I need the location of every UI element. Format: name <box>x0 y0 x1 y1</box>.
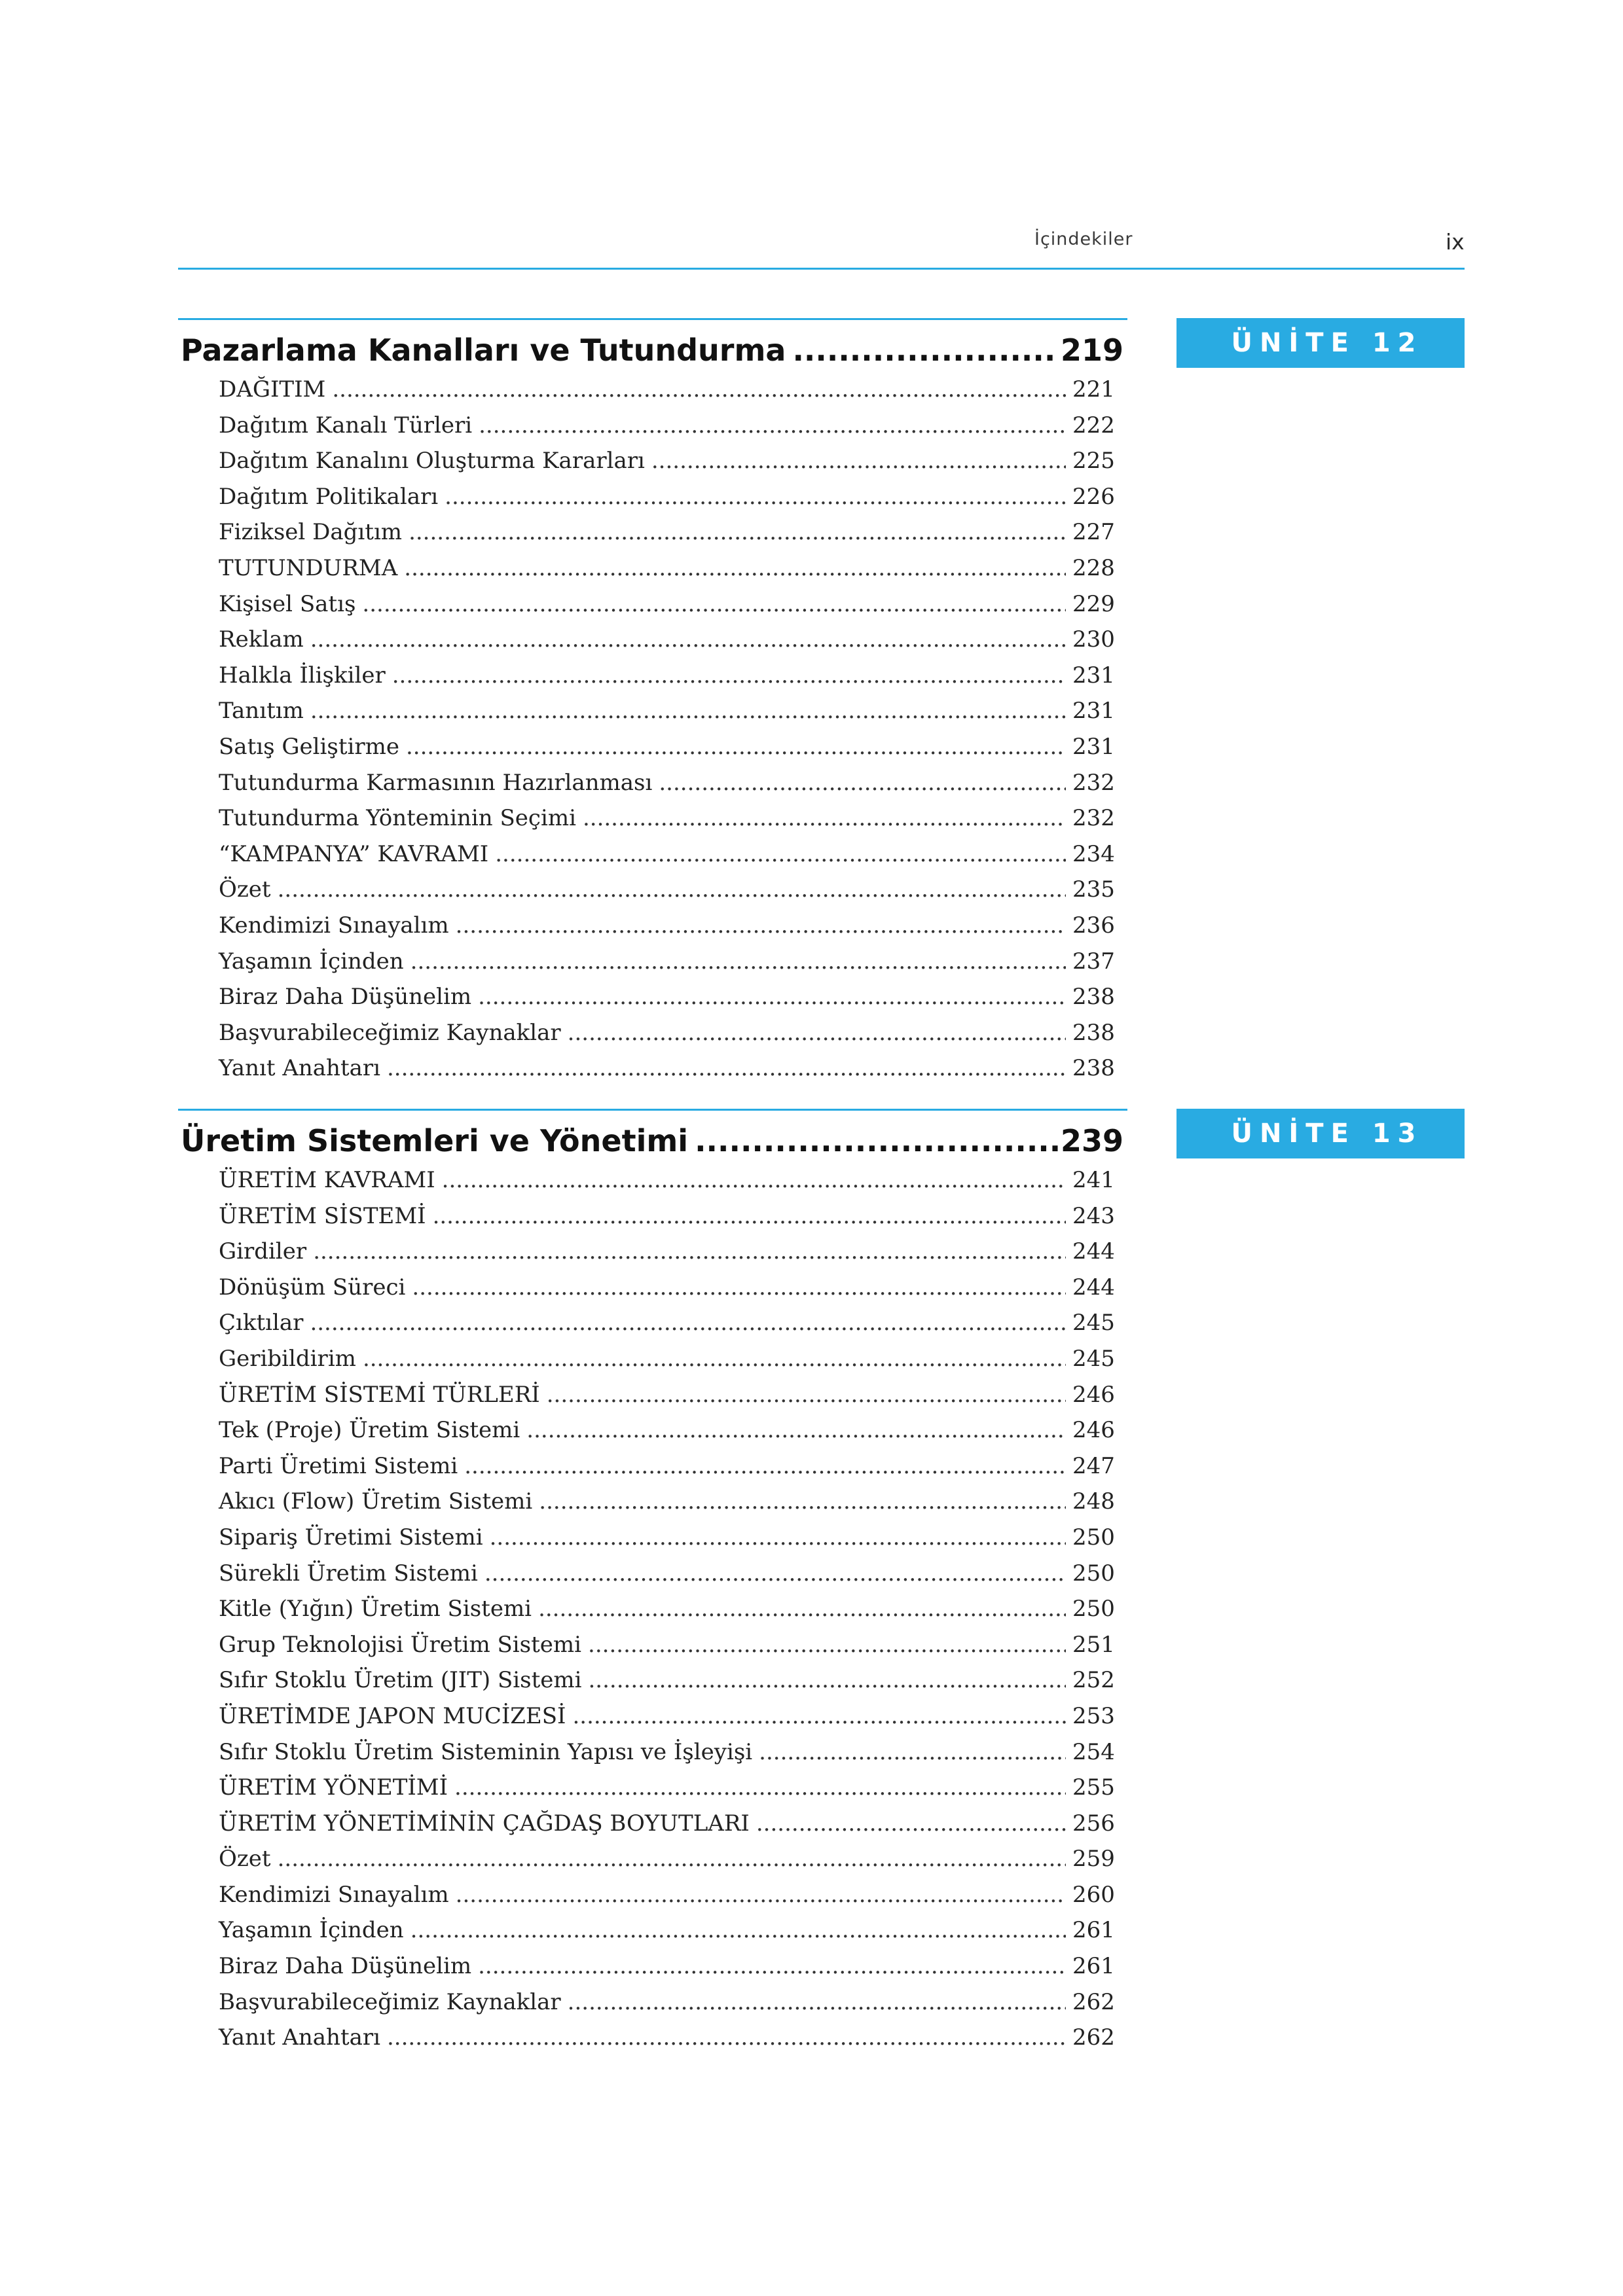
dot-leader <box>478 1948 1066 1984</box>
toc-entry[interactable] <box>219 1015 1114 1051</box>
toc-entry-page: 236 <box>1072 912 1115 939</box>
toc-entry-page: 222 <box>1072 412 1115 439</box>
toc-entry-page: 256 <box>1072 1810 1115 1837</box>
toc-entry-page: 253 <box>1072 1702 1115 1729</box>
dot-leader <box>792 332 1058 368</box>
toc-entry[interactable] <box>219 693 1114 729</box>
toc-entry[interactable] <box>219 658 1114 694</box>
toc-entry-page: 232 <box>1072 769 1115 796</box>
dot-leader <box>526 1412 1066 1448</box>
dot-leader <box>362 586 1066 622</box>
toc-entry-page: 261 <box>1072 1953 1115 1980</box>
unit-badge: ÜNİTE 13 <box>1176 1109 1465 1158</box>
toc-entry[interactable] <box>219 1412 1114 1448</box>
dot-leader <box>456 908 1066 944</box>
toc-entry[interactable] <box>219 1698 1114 1734</box>
dot-leader <box>404 550 1066 586</box>
dot-leader <box>332 372 1066 408</box>
toc-entry[interactable] <box>219 872 1114 908</box>
toc-entry-page: 238 <box>1072 1019 1115 1046</box>
toc-entry-page: 262 <box>1072 1988 1115 2015</box>
toc-entry-label: Yanıt Anahtarı <box>219 2024 380 2051</box>
toc-entry-label: Yanıt Anahtarı <box>219 1055 380 1082</box>
dot-leader <box>442 1162 1066 1198</box>
toc-entry-page: 250 <box>1072 1596 1115 1623</box>
toc-entry-label: Yaşamın İçinden <box>219 948 404 975</box>
dot-leader <box>313 1234 1066 1270</box>
unit-title: Pazarlama Kanalları ve Tutundurma <box>181 332 786 368</box>
toc-entry-page: 243 <box>1072 1202 1115 1229</box>
toc-entry-label: ÜRETİMDE JAPON MUCİZESİ <box>219 1702 566 1729</box>
toc-entry-label: Başvurabileceğimiz Kaynaklar <box>219 1019 561 1046</box>
toc-entry[interactable] <box>219 908 1114 944</box>
toc-entry-label: Geribildirim <box>219 1345 356 1372</box>
toc-entry-label: Dönüşüm Süreci <box>219 1274 406 1300</box>
toc-entry-label: Kişisel Satış <box>219 590 356 617</box>
toc-entry-page: 251 <box>1072 1631 1115 1658</box>
dot-leader <box>406 729 1066 765</box>
dot-leader <box>464 1448 1066 1484</box>
toc-entry-label: Akıcı (Flow) Üretim Sistemi <box>219 1488 533 1515</box>
dot-leader <box>410 1912 1066 1948</box>
dot-leader <box>310 622 1066 658</box>
dot-leader <box>409 514 1066 550</box>
toc-entry[interactable] <box>219 1484 1114 1520</box>
toc-entry-label: Kitle (Yığın) Üretim Sistemi <box>219 1596 532 1623</box>
toc-entry-page: 227 <box>1072 519 1115 546</box>
toc-entry[interactable] <box>219 479 1114 515</box>
toc-entry[interactable] <box>219 550 1114 586</box>
toc-entry[interactable] <box>219 1627 1114 1663</box>
unit-title: Üretim Sistemleri ve Yönetimi <box>181 1123 689 1158</box>
toc-entry[interactable] <box>219 1806 1114 1842</box>
toc-entry-page: 238 <box>1072 984 1115 1011</box>
toc-entry[interactable] <box>219 622 1114 658</box>
unit-divider <box>178 318 1127 320</box>
toc-entry-label: Çıktılar <box>219 1310 304 1336</box>
toc-entry-page: 244 <box>1072 1238 1115 1265</box>
toc-entry[interactable] <box>219 586 1114 622</box>
toc-entry-label: Sıfır Stoklu Üretim (JIT) Sistemi <box>219 1667 582 1694</box>
toc-entry-page: 244 <box>1072 1274 1115 1300</box>
dot-leader <box>484 1556 1066 1592</box>
toc-entry[interactable] <box>219 1377 1114 1413</box>
dot-leader <box>756 1806 1066 1842</box>
toc-entry-label: Biraz Daha Düşünelim <box>219 1953 472 1980</box>
toc-entry-page: 252 <box>1072 1667 1115 1694</box>
toc-entry-label: TUTUNDURMA <box>219 554 398 581</box>
toc-entry-page: 225 <box>1072 448 1115 475</box>
toc-entry-page: 231 <box>1072 698 1115 725</box>
toc-entry[interactable] <box>219 2020 1114 2056</box>
toc-entry[interactable] <box>219 1305 1114 1341</box>
toc-entry[interactable] <box>219 1520 1114 1556</box>
dot-leader <box>568 1984 1066 2020</box>
toc-entry-page: 245 <box>1072 1345 1115 1372</box>
toc-entry-page: 247 <box>1072 1452 1115 1479</box>
toc-entry-page: 229 <box>1072 590 1115 617</box>
dot-leader <box>278 872 1066 908</box>
toc-entry-label: Biraz Daha Düşünelim <box>219 984 472 1011</box>
toc-entry-page: 245 <box>1072 1310 1115 1336</box>
toc-entry[interactable] <box>219 1770 1114 1806</box>
toc-entry-label: Dağıtım Kanalı Türleri <box>219 412 473 439</box>
toc-entry-page: 230 <box>1072 626 1115 653</box>
toc-entry[interactable] <box>219 1270 1114 1306</box>
toc-entry-page: 261 <box>1072 1917 1115 1944</box>
toc-entry[interactable] <box>219 372 1114 408</box>
toc-entry-page: 226 <box>1072 483 1115 510</box>
toc-entry-page: 250 <box>1072 1560 1115 1587</box>
dot-leader <box>538 1591 1066 1627</box>
toc-entry[interactable] <box>219 836 1114 872</box>
dot-leader <box>387 2020 1066 2056</box>
toc-entry[interactable] <box>219 765 1114 801</box>
toc-entry[interactable] <box>219 408 1114 444</box>
toc-entry-list <box>219 1162 1114 2056</box>
toc-entry-page: 237 <box>1072 948 1115 975</box>
dot-leader <box>392 658 1066 694</box>
toc-entry-page: 248 <box>1072 1488 1115 1515</box>
toc-entry-label: Satış Geliştirme <box>219 733 399 760</box>
toc-entry-label: ÜRETİM YÖNETİMİ <box>219 1774 448 1801</box>
page-number: ix <box>1446 229 1465 255</box>
toc-entry[interactable] <box>219 944 1114 980</box>
dot-leader <box>568 1015 1066 1051</box>
toc-entry[interactable] <box>219 1556 1114 1592</box>
toc-entry-page: 241 <box>1072 1167 1115 1193</box>
toc-entry-label: Sürekli Üretim Sistemi <box>219 1560 478 1587</box>
unit-title-row[interactable] <box>181 332 1123 372</box>
toc-entry-label: Parti Üretimi Sistemi <box>219 1452 458 1479</box>
running-header-title: İçindekiler <box>1034 229 1133 249</box>
toc-entry-label: Halkla İlişkiler <box>219 662 386 689</box>
dot-leader <box>539 1484 1066 1520</box>
toc-entry-label: Sıfır Stoklu Üretim Sisteminin Yapısı ve İşleyişi <box>219 1738 753 1765</box>
toc-entry-label: “KAMPANYA” KAVRAMI <box>219 840 489 867</box>
toc-entry-label: ÜRETİM YÖNETİMİNİN ÇAĞDAŞ BOYUTLARI <box>219 1810 750 1837</box>
unit-badge: ÜNİTE 12 <box>1176 318 1465 368</box>
dot-leader <box>659 765 1066 801</box>
toc-entry-label: Reklam <box>219 626 304 653</box>
dot-leader <box>478 979 1066 1015</box>
toc-entry-label: ÜRETİM KAVRAMI <box>219 1167 435 1193</box>
toc-entry-label: Özet <box>219 1846 271 1873</box>
toc-entry-label: Girdiler <box>219 1238 307 1265</box>
toc-entry[interactable] <box>219 1912 1114 1948</box>
toc-entry-label: Dağıtım Politikaları <box>219 483 439 510</box>
toc-entry-label: Fiziksel Dağıtım <box>219 519 403 546</box>
toc-entry[interactable] <box>219 514 1114 550</box>
toc-entry-label: Tek (Proje) Üretim Sistemi <box>219 1417 520 1444</box>
toc-entry-list <box>219 372 1114 1086</box>
toc-entry[interactable] <box>219 1341 1114 1377</box>
toc-entry-page: 259 <box>1072 1846 1115 1873</box>
toc-entry[interactable] <box>219 1198 1114 1234</box>
toc-entry[interactable] <box>219 1877 1114 1913</box>
toc-entry-page: 262 <box>1072 2024 1115 2051</box>
toc-entry-page: 232 <box>1072 805 1115 832</box>
toc-entry[interactable] <box>219 1662 1114 1698</box>
toc-entry-label: Kendimizi Sınayalım <box>219 1881 449 1908</box>
toc-entry[interactable] <box>219 443 1114 479</box>
dot-leader <box>588 1627 1066 1663</box>
toc-entry[interactable] <box>219 1234 1114 1270</box>
dot-leader <box>651 443 1066 479</box>
dot-leader <box>547 1377 1066 1413</box>
toc-entry-label: Tutundurma Yönteminin Seçimi <box>219 805 576 832</box>
toc-entry[interactable] <box>219 1591 1114 1627</box>
toc-entry-label: Yaşamın İçinden <box>219 1917 404 1944</box>
dot-leader <box>490 1520 1066 1556</box>
toc-entry-label: Özet <box>219 876 271 903</box>
unit-page-number: 219 <box>1060 332 1123 368</box>
dot-leader <box>310 1305 1066 1341</box>
dot-leader <box>759 1734 1066 1770</box>
toc-entry[interactable] <box>219 1841 1114 1877</box>
toc-entry[interactable] <box>219 1162 1114 1198</box>
toc-entry-page: 255 <box>1072 1774 1115 1801</box>
toc-entry-label: Sipariş Üretimi Sistemi <box>219 1524 483 1551</box>
toc-entry-page: 235 <box>1072 876 1115 903</box>
toc-entry-page: 228 <box>1072 554 1115 581</box>
toc-entry[interactable] <box>219 1734 1114 1770</box>
dot-leader <box>433 1198 1066 1234</box>
dot-leader <box>695 1123 1058 1158</box>
dot-leader <box>572 1698 1066 1734</box>
toc-entry-page: 254 <box>1072 1738 1115 1765</box>
dot-leader <box>387 1050 1066 1086</box>
toc-entry-page: 234 <box>1072 840 1115 867</box>
toc-entry-label: Kendimizi Sınayalım <box>219 912 449 939</box>
dot-leader <box>589 1662 1067 1698</box>
toc-entry-page: 260 <box>1072 1881 1115 1908</box>
header-divider <box>178 268 1465 270</box>
dot-leader <box>479 408 1066 444</box>
unit-title-row[interactable] <box>181 1123 1123 1162</box>
dot-leader <box>445 479 1066 515</box>
toc-entry[interactable] <box>219 729 1114 765</box>
toc-entry-label: Grup Teknolojisi Üretim Sistemi <box>219 1631 582 1658</box>
toc-entry[interactable] <box>219 1448 1114 1484</box>
dot-leader <box>495 836 1066 872</box>
dot-leader <box>412 1270 1066 1306</box>
dot-leader <box>278 1841 1066 1877</box>
dot-leader <box>454 1770 1066 1806</box>
toc-entry[interactable] <box>219 1050 1114 1086</box>
unit-divider <box>178 1109 1127 1111</box>
dot-leader <box>310 693 1066 729</box>
toc-entry-label: ÜRETİM SİSTEMİ TÜRLERİ <box>219 1381 540 1408</box>
toc-entry-page: 221 <box>1072 376 1115 403</box>
toc-entry-label: Tutundurma Karmasının Hazırlanması <box>219 769 653 796</box>
toc-entry-label: DAĞITIM <box>219 376 326 403</box>
toc-entry[interactable] <box>219 800 1114 836</box>
toc-entry-page: 246 <box>1072 1417 1115 1444</box>
toc-entry-page: 238 <box>1072 1055 1115 1082</box>
toc-entry-page: 246 <box>1072 1381 1115 1408</box>
toc-entry[interactable] <box>219 1948 1114 1984</box>
dot-leader <box>583 800 1066 836</box>
toc-entry-label: Başvurabileceğimiz Kaynaklar <box>219 1988 561 2015</box>
toc-entry[interactable] <box>219 979 1114 1015</box>
toc-entry-label: Dağıtım Kanalını Oluşturma Kararları <box>219 448 645 475</box>
toc-entry-page: 231 <box>1072 733 1115 760</box>
unit-page-number: 239 <box>1060 1123 1123 1158</box>
dot-leader <box>363 1341 1066 1377</box>
toc-entry-label: ÜRETİM SİSTEMİ <box>219 1202 426 1229</box>
dot-leader <box>456 1877 1066 1913</box>
toc-entry-page: 231 <box>1072 662 1115 689</box>
toc-entry[interactable] <box>219 1984 1114 2020</box>
toc-entry-page: 250 <box>1072 1524 1115 1551</box>
toc-entry-label: Tanıtım <box>219 698 304 725</box>
dot-leader <box>410 944 1066 980</box>
